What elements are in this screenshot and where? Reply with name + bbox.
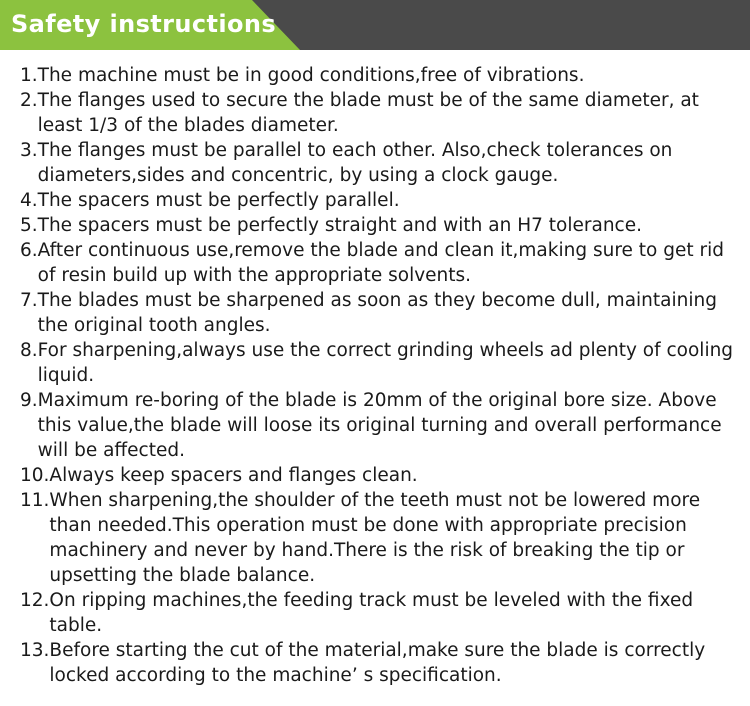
page-title: Safety instructions bbox=[11, 10, 277, 38]
instruction-number: 1. bbox=[20, 65, 38, 86]
instruction-text: The machine must be in good conditions,free of vibrations. bbox=[37, 65, 585, 86]
instruction-item bbox=[20, 188, 740, 213]
instruction-text: The flanges must be parallel to each other. Also,check tolerances on diameters,sides and concentric, by using a clock gauge. bbox=[37, 140, 673, 186]
instruction-item bbox=[20, 138, 740, 188]
instruction-number: 9. bbox=[20, 390, 38, 411]
instruction-number: 11. bbox=[20, 490, 50, 511]
instruction-number: 6. bbox=[20, 240, 38, 261]
instruction-text: The blades must be sharpened as soon as they become dull, maintaining the original tooth angles. bbox=[37, 290, 717, 336]
instruction-item bbox=[20, 463, 740, 488]
instruction-number: 4. bbox=[20, 190, 38, 211]
instruction-number: 8. bbox=[20, 340, 38, 361]
instruction-item bbox=[20, 588, 740, 638]
instruction-number: 7. bbox=[20, 290, 38, 311]
instruction-text: On ripping machines,the feeding track must be leveled with the fixed table. bbox=[49, 590, 694, 636]
instruction-number: 2. bbox=[20, 90, 38, 111]
instruction-item bbox=[20, 338, 740, 388]
instruction-text: Always keep spacers and flanges clean. bbox=[49, 465, 418, 486]
instruction-item bbox=[20, 213, 740, 238]
instruction-number: 12. bbox=[20, 590, 50, 611]
instruction-item bbox=[20, 488, 740, 588]
instruction-item bbox=[20, 63, 740, 88]
instruction-item bbox=[20, 238, 740, 288]
instruction-item bbox=[20, 388, 740, 463]
instruction-item bbox=[20, 638, 740, 688]
instruction-text: Maximum re-boring of the blade is 20mm of the original bore size. Above this value,the blade will loose its original turning and overall performance will be affected. bbox=[37, 390, 722, 461]
safety-instructions-list bbox=[20, 63, 740, 688]
instruction-item bbox=[20, 88, 740, 138]
instruction-number: 13. bbox=[20, 640, 50, 661]
instruction-text: Before starting the cut of the material,make sure the blade is correctly locked according to the machine’ s specification. bbox=[49, 640, 706, 686]
instruction-number: 10. bbox=[20, 465, 50, 486]
instruction-number: 5. bbox=[20, 215, 38, 236]
instruction-text: The spacers must be perfectly parallel. bbox=[37, 190, 400, 211]
instruction-text: After continuous use,remove the blade and clean it,making sure to get rid of resin build up with the appropriate solvents. bbox=[37, 240, 724, 286]
instruction-number: 3. bbox=[20, 140, 38, 161]
instruction-text: For sharpening,always use the correct grinding wheels ad plenty of cooling liquid. bbox=[37, 340, 734, 386]
instruction-text: The flanges used to secure the blade must be of the same diameter, at least 1/3 of the blades diameter. bbox=[37, 90, 699, 136]
instruction-item bbox=[20, 288, 740, 338]
instruction-text: The spacers must be perfectly straight and with an H7 tolerance. bbox=[37, 215, 642, 236]
instruction-text: When sharpening,the shoulder of the teeth must not be lowered more than needed.This operation must be done with appropriate precision machinery and never by hand.There is the risk of breaking the tip or upsetting the blade balance. bbox=[49, 490, 701, 586]
